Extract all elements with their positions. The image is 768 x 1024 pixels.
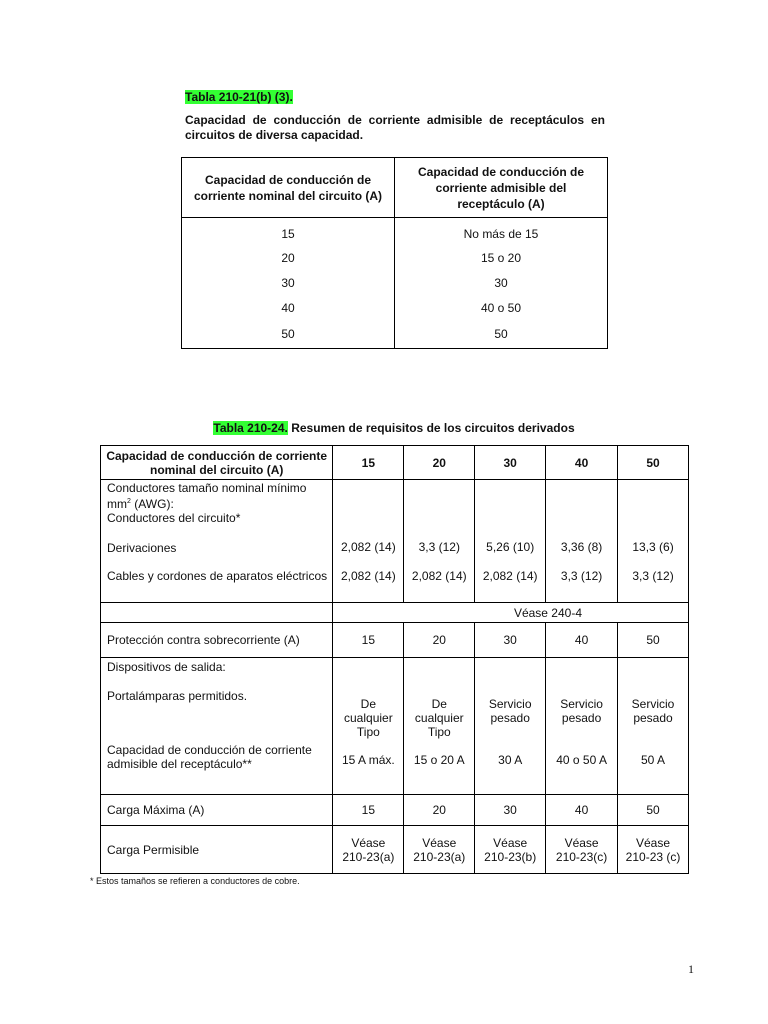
conductors-cell: 3,36 (8) 3,3 (12) [546, 480, 618, 603]
table-row [182, 245, 608, 270]
table2-title: Tabla 210-24. Resumen de requisitos de los circuitos derivados [213, 421, 575, 435]
table1-cell: 50 [395, 320, 608, 349]
table-row [182, 218, 608, 246]
dispositivos-cell: Servicio pesado 40 o 50 A [546, 658, 618, 795]
table1-header-row [182, 158, 608, 218]
carga-max-cell: 40 [546, 795, 618, 826]
footnote: * Estos tamaños se refieren a conductores de cobre. [90, 876, 300, 886]
table2-header-col: 20 [404, 446, 475, 480]
table2-header-label: Capacidad de conducción de corriente nominal del circuito (A) [101, 446, 333, 480]
carga-perm-cell: Véase 210-23(a) [333, 826, 404, 874]
table1-cell: 30 [395, 270, 608, 295]
table1-cell: 40 [182, 295, 395, 320]
table1-title: Tabla 210-21(b) (3). [185, 90, 293, 104]
carga-max-cell: 30 [475, 795, 546, 826]
table-row [101, 826, 689, 874]
table2-header-col: 40 [546, 446, 618, 480]
proteccion-cell: 20 [404, 623, 475, 658]
see-240-cell: Véase 240-4 [333, 603, 689, 623]
proteccion-cell: 15 [333, 623, 404, 658]
see-240-empty-cell [101, 603, 333, 623]
table-row [101, 480, 689, 603]
proteccion-cell: 30 [475, 623, 546, 658]
carga-max-cell: 50 [618, 795, 689, 826]
page-number: 1 [688, 962, 694, 976]
conductors-cell: 5,26 (10) 2,082 (14) [475, 480, 546, 603]
table1-cell: No más de 15 [395, 218, 608, 246]
carga-max-cell: 20 [404, 795, 475, 826]
table1-caption: Capacidad de conducción de corriente admisible de receptáculos en circuitos de diversa capacidad. [185, 113, 605, 142]
table1-header-circuit: Capacidad de conducción de corriente nominal del circuito (A) [182, 158, 395, 218]
table-row [182, 295, 608, 320]
table1 [181, 157, 608, 349]
table2-header-col: 15 [333, 446, 404, 480]
table1-header-receptacle: Capacidad de conducción de corriente admisible del receptáculo (A) [395, 158, 608, 218]
carga-max-label: Carga Máxima (A) [101, 795, 333, 826]
carga-perm-label: Carga Permisible [101, 826, 333, 874]
table1-cell: 40 o 50 [395, 295, 608, 320]
table1-cell: 50 [182, 320, 395, 349]
conductors-cell: 3,3 (12) 2,082 (14) [404, 480, 475, 603]
dispositivos-label-cell: Dispositivos de salida: Portalámparas permitidos. Capacidad de conducción de corriente admisible del receptáculo** [101, 658, 333, 795]
table-row [182, 270, 608, 295]
carga-perm-cell: Véase 210-23 (c) [618, 826, 689, 874]
dispositivos-cell: Servicio pesado 30 A [475, 658, 546, 795]
table1-cell: 20 [182, 245, 395, 270]
carga-perm-cell: Véase 210-23(a) [404, 826, 475, 874]
dispositivos-cell: De cualquier Tipo 15 A máx. [333, 658, 404, 795]
carga-max-cell: 15 [333, 795, 404, 826]
proteccion-cell: 40 [546, 623, 618, 658]
table2-header-row [101, 446, 689, 480]
table1-cell: 30 [182, 270, 395, 295]
table2 [100, 445, 689, 874]
table1-cell: 15 [182, 218, 395, 246]
table-row [101, 795, 689, 826]
dispositivos-cell: Servicio pesado 50 A [618, 658, 689, 795]
conductors-cell: 13,3 (6) 3,3 (12) [618, 480, 689, 603]
carga-perm-cell: Véase 210-23(b) [475, 826, 546, 874]
carga-perm-cell: Véase 210-23(c) [546, 826, 618, 874]
table1-cell: 15 o 20 [395, 245, 608, 270]
table-row [101, 603, 689, 623]
table-row [182, 320, 608, 349]
table2-header-col: 50 [618, 446, 689, 480]
dispositivos-cell: De cualquier Tipo 15 o 20 A [404, 658, 475, 795]
proteccion-label: Protección contra sobrecorriente (A) [101, 623, 333, 658]
table2-header-col: 30 [475, 446, 546, 480]
conductors-cell: 2,082 (14) 2,082 (14) [333, 480, 404, 603]
table-row [101, 623, 689, 658]
table-row [101, 658, 689, 795]
conductors-label-cell: Conductores tamaño nominal mínimo $mm^2$ (AWG): Conductores del circuito* Derivaciones Cables y cordones de aparatos eléctricos [101, 480, 333, 603]
proteccion-cell: 50 [618, 623, 689, 658]
